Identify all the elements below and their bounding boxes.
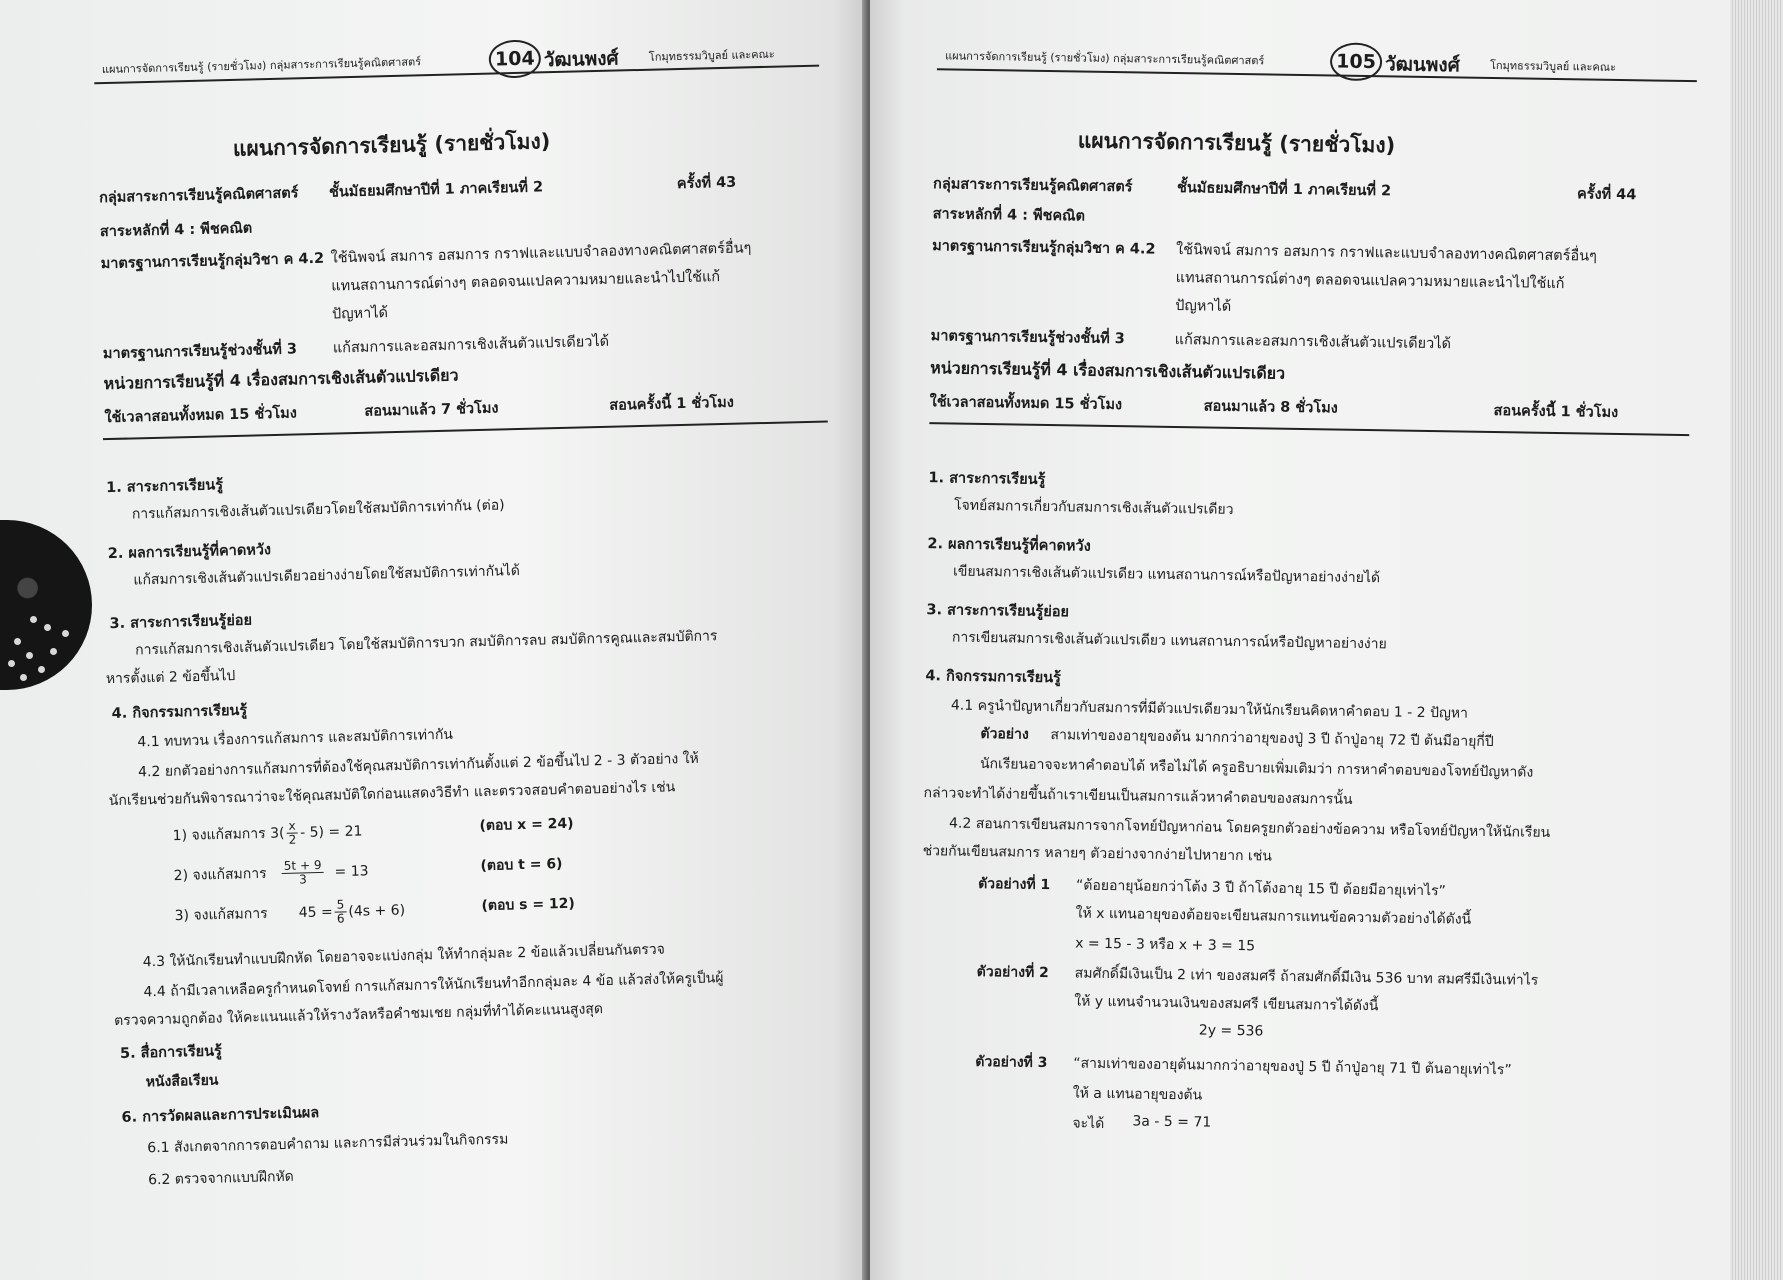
activity-item: 4.1 ทบทวน เรื่องการแก้สมการ และสมบัติการเท่ากัน xyxy=(137,726,454,751)
section-heading: 5. สื่อการเรียนรู้ xyxy=(119,1043,223,1062)
equation-left: 45 = xyxy=(298,904,333,922)
standard-line: ปัญหาได้ xyxy=(1175,298,1232,315)
example-text: ให้ a แทนอายุของต้น xyxy=(1072,1085,1203,1104)
fraction xyxy=(282,859,324,887)
time-total: ใช้เวลาสอนทั้งหมด 15 ชั่วโมง xyxy=(929,394,1123,414)
header-publisher: วัฒนพงศ์ xyxy=(1384,53,1460,77)
standard-line: แทนสถานการณ์ต่างๆ ตลอดจนแปลความหมายและนำไปใช้แก้ xyxy=(1175,270,1565,293)
right-page xyxy=(870,0,1730,1280)
equation-label: 1) จงแก้สมการ 3( xyxy=(172,825,285,845)
example-label: ตัวอย่างที่ 2 xyxy=(976,963,1049,982)
example-text: “ต้อยอายุน้อยกว่าโต้ง 3 ปี ถ้าโต้งอายุ 15 ปี ต้อยมีอายุเท่าไร” xyxy=(1075,877,1447,900)
standard-line: ปัญหาได้ xyxy=(331,305,389,323)
page-number: 104 xyxy=(488,39,541,78)
standard-line: แทนสถานการณ์ต่างๆ ตลอดจนแปลความหมายและนำไปใช้แก้ xyxy=(331,269,721,295)
section-text: การเขียนสมการเชิงเส้นตัวแปรเดียว แทนสถานการณ์หรือปัญหาอย่างง่าย xyxy=(951,629,1387,653)
right-page-content xyxy=(870,0,1730,1280)
group-label: กลุ่มสาระการเรียนรู้คณิตศาสตร์ xyxy=(932,176,1133,196)
denominator: 6 xyxy=(336,911,345,926)
example-text: นักเรียนอาจจะหาคำตอบได้ หรือไม่ได้ ครูอธิบายเพิ่มเติมว่า การหาคำตอบของโจทย์ปัญหาดัง xyxy=(979,755,1534,781)
example-label: ตัวอย่างที่ 1 xyxy=(978,875,1051,894)
example-text: “สามเท่าของอายุต้นมากกว่าอายุของปู่ 5 ปี ถ้าปู่อายุ 71 ปี ต้นอายุเท่าไร” xyxy=(1073,1055,1512,1079)
time-this-session: สอนครั้งนี้ 1 ชั่วโมง xyxy=(1493,403,1619,421)
standard-line: ใช้นิพจน์ สมการ อสมการ กราฟและแบบจำลองทางคณิตศาสตร์อื่นๆ xyxy=(330,240,752,267)
section-heading: 2. ผลการเรียนรู้ที่คาดหวัง xyxy=(927,536,1091,555)
session-number: ครั้งที่ 43 xyxy=(676,174,737,193)
strand: สาระหลักที่ 4 : พีชคณิต xyxy=(99,220,253,241)
time-this-session: สอนครั้งนี้ 1 ชั่วโมง xyxy=(609,394,735,414)
time-taught: สอนมาแล้ว 8 ชั่วโมง xyxy=(1203,398,1338,417)
activity-item: 4.1 ครูนำปัญหาเกี่ยวกับสมการที่มีตัวแปรเดียวมาให้นักเรียนคิดหาคำตอบ 1 - 2 ปัญหา xyxy=(950,697,1469,722)
section-heading: 3. สาระการเรียนรู้ย่อย xyxy=(926,602,1070,621)
header-publisher: วัฒนพงศ์ xyxy=(543,47,619,72)
equation-example xyxy=(174,897,405,930)
section-heading: 2. ผลการเรียนรู้ที่คาดหวัง xyxy=(107,542,272,563)
fraction xyxy=(334,898,346,925)
standard-label: มาตรฐานการเรียนรู้กลุ่มวิชา ค 4.2 xyxy=(932,238,1156,258)
session-number: ครั้งที่ 44 xyxy=(1576,186,1637,204)
equation-answer: (ตอบ t = 6) xyxy=(480,856,563,875)
equation-rest: (4s + 6) xyxy=(348,902,406,920)
unit-title: หน่วยการเรียนรู้ที่ 4 เรื่องสมการเชิงเส้นตัวแปรเดียว xyxy=(103,365,459,394)
header-authors: โกมุทธรรมวิบูลย์ และคณะ xyxy=(1489,58,1617,74)
time-taught: สอนมาแล้ว 7 ชั่วโมง xyxy=(364,400,499,420)
plan-title: แผนการจัดการเรียนรู้ (รายชั่วโมง) xyxy=(1077,128,1396,158)
example-text: สมศักดิ์มีเงินเป็น 2 เท่า ของสมศรี ถ้าสมศักดิ์มีเงิน 536 บาท สมศรีมีเงินเท่าไร xyxy=(1074,965,1539,989)
evaluation-item: 6.2 ตรวจจากแบบฝึกหัด xyxy=(147,1168,294,1189)
section-text: หนังสือเรียน xyxy=(145,1072,219,1091)
example-equation: 2y = 536 xyxy=(1198,1022,1264,1040)
section-heading: 1. สาระการเรียนรู้ xyxy=(105,477,224,497)
equation-answer: (ตอบ s = 12) xyxy=(481,895,576,915)
level-standard-label: มาตรฐานการเรียนรู้ช่วงชั้นที่ 3 xyxy=(930,328,1125,348)
evaluation-item: 6.1 สังเกตจากการตอบคำถาม และการมีส่วนร่วมในกิจกรรม xyxy=(147,1131,509,1157)
header-authors: โกมุทธรรมวิบูลย์ และคณะ xyxy=(648,47,775,64)
fraction xyxy=(286,820,298,847)
section-heading: 4. กิจกรรมการเรียนรู้ xyxy=(111,702,248,723)
level-standard: แก้สมการและอสมการเชิงเส้นตัวแปรเดียวได้ xyxy=(1174,331,1452,353)
example-equation-label: จะได้ xyxy=(1072,1115,1105,1132)
equation-answer: (ตอบ x = 24) xyxy=(479,815,574,835)
group-label: กลุ่มสาระการเรียนรู้คณิตศาสตร์ xyxy=(98,185,299,207)
left-page xyxy=(0,0,868,1280)
activity-item: นักเรียนช่วยกันพิจารณาว่าจะใช้คุณสมบัติใดก่อนแสดงวิธีทำ และตรวจสอบคำตอบอย่างไร เช่น xyxy=(108,779,676,810)
section-text: แก้สมการเชิงเส้นตัวแปรเดียวอย่างง่ายโดยใช้สมบัติการเท่ากันได้ xyxy=(133,563,521,589)
header-subject: แผนการจัดการเรียนรู้ (รายชั่วโมง) กลุ่มสาระการเรียนรู้คณิตศาสตร์ xyxy=(101,55,422,77)
example-label: ตัวอย่าง xyxy=(980,725,1029,743)
time-total: ใช้เวลาสอนทั้งหมด 15 ชั่วโมง xyxy=(104,405,297,427)
section-heading: 3. สาระการเรียนรู้ย่อย xyxy=(109,612,253,633)
page-edges xyxy=(1730,0,1783,1280)
section-text: เขียนสมการเชิงเส้นตัวแปรเดียว แทนสถานการณ์หรือปัญหาอย่างง่ายได้ xyxy=(952,563,1381,587)
equation-label: 3) จงแก้สมการ xyxy=(174,905,268,925)
section-heading: 6. การวัดผลและการประเมินผล xyxy=(121,1105,320,1126)
equation-example xyxy=(172,818,362,850)
example-label: ตัวอย่างที่ 3 xyxy=(975,1053,1048,1072)
unit-title: หน่วยการเรียนรู้ที่ 4 เรื่องสมการเชิงเส้นตัวแปรเดียว xyxy=(930,358,1286,383)
level-standard-label: มาตรฐานการเรียนรู้ช่วงชั้นที่ 3 xyxy=(102,341,298,363)
header-subject: แผนการจัดการเรียนรู้ (รายชั่วโมง) กลุ่มสาระการเรียนรู้คณิตศาสตร์ xyxy=(945,49,1265,68)
page-number: 105 xyxy=(1330,42,1383,81)
equation-example xyxy=(173,858,369,890)
example-text: สามเท่าของอายุของต้น มากกว่าอายุของปู่ 3 ปี ถ้าปู่อายุ 72 ปี ต้นมีอายุกี่ปี xyxy=(1050,727,1494,751)
example-text: ให้ y แทนจำนวนเงินของสมศรี เขียนสมการได้ดังนี้ xyxy=(1074,993,1379,1015)
equation-label: 2) จงแก้สมการ xyxy=(173,865,267,885)
numerator: 5 xyxy=(334,898,346,912)
numerator: x xyxy=(286,820,298,834)
section-text: โจทย์สมการเกี่ยวกับสมการเชิงเส้นตัวแปรเดียว xyxy=(953,497,1234,518)
grade-term: ชั้นมัธยมศึกษาปีที่ 1 ภาคเรียนที่ 2 xyxy=(1176,180,1392,200)
right-running-header xyxy=(937,34,1698,86)
section-text: หารตั้งแต่ 2 ข้อขึ้นไป xyxy=(105,668,236,688)
level-standard: แก้สมการและอสมการเชิงเส้นตัวแปรเดียวได้ xyxy=(332,333,610,357)
standard-line: ใช้นิพจน์ สมการ อสมการ กราฟและแบบจำลองทางคณิตศาสตร์อื่นๆ xyxy=(1175,242,1597,265)
denominator: 2 xyxy=(288,832,297,847)
activity-item: 4.2 ยกตัวอย่างการแก้สมการที่ต้องใช้คุณสมบัติการเท่ากันตั้งแต่ 2 ข้อขึ้นไป 2 - 3 ตัวอย่าง ให้ xyxy=(137,750,699,781)
activity-item: 4.4 ถ้ามีเวลาเหลือครูกำหนดโจทย์ การแก้สมการให้นักเรียนทำอีกกลุ่มละ 4 ข้อ แล้วส่งให้ครูเป็นผู้ xyxy=(143,970,724,1001)
activity-item: ช่วยกันเขียนสมการ หลายๆ ตัวอย่างจากง่ายไปหายาก เช่น xyxy=(922,843,1272,865)
left-running-header xyxy=(93,31,819,89)
example-equation: x = 15 - 3 หรือ x + 3 = 15 xyxy=(1075,935,1256,955)
equation-rest: = 13 xyxy=(334,863,369,881)
grade-term: ชั้นมัธยมศึกษาปีที่ 1 ภาคเรียนที่ 2 xyxy=(328,179,544,201)
section-heading: 1. สาระการเรียนรู้ xyxy=(928,470,1046,488)
activity-item: 4.3 ให้นักเรียนทำแบบฝึกหัด โดยอาจจะแบ่งกลุ่ม ให้ทำกลุ่มละ 2 ข้อแล้วเปลี่ยนกันตรวจ xyxy=(142,941,666,971)
example-equation: 3a - 5 = 71 xyxy=(1132,1113,1212,1131)
activity-item: ตรวจความถูกต้อง ให้คะแนนแล้วให้รางวัลหรือคำชมเชย กลุ่มที่ทำได้คะแนนสูงสุด xyxy=(114,1001,604,1030)
standard-label: มาตรฐานการเรียนรู้กลุ่มวิชา ค 4.2 xyxy=(100,250,325,273)
plan-title: แผนการจัดการเรียนรู้ (รายชั่วโมง) xyxy=(232,129,551,161)
section-heading: 4. กิจกรรมการเรียนรู้ xyxy=(925,668,1061,687)
example-text: กล่าวจะทำได้ง่ายขึ้นถ้าเราเขียนเป็นสมการแล้วหาคำตอบของสมการนั้น xyxy=(923,785,1353,808)
example-text: ให้ x แทนอายุของต้อยจะเขียนสมการแทนข้อความตัวอย่างได้ดังนี้ xyxy=(1075,905,1472,928)
left-page-content xyxy=(0,0,868,1280)
denominator: 3 xyxy=(299,872,307,887)
section-text: การแก้สมการเชิงเส้นตัวแปรเดียวโดยใช้สมบัติการเท่ากัน (ต่อ) xyxy=(131,497,505,523)
activity-item: 4.2 สอนการเขียนสมการจากโจทย์ปัญหาก่อน โดยครูยกตัวอย่างข้อความ หรือโจทย์ปัญหาให้นักเรียน xyxy=(948,815,1551,841)
strand: สาระหลักที่ 4 : พีชคณิต xyxy=(932,206,1086,225)
equation-rest: - 5) = 21 xyxy=(299,823,363,841)
section-divider xyxy=(929,422,1689,436)
section-text: การแก้สมการเชิงเส้นตัวแปรเดียว โดยใช้สมบัติการบวก สมบัติการลบ สมบัติการคูณและสมบัติการ xyxy=(134,628,718,659)
numerator: 5t + 9 xyxy=(282,859,324,874)
